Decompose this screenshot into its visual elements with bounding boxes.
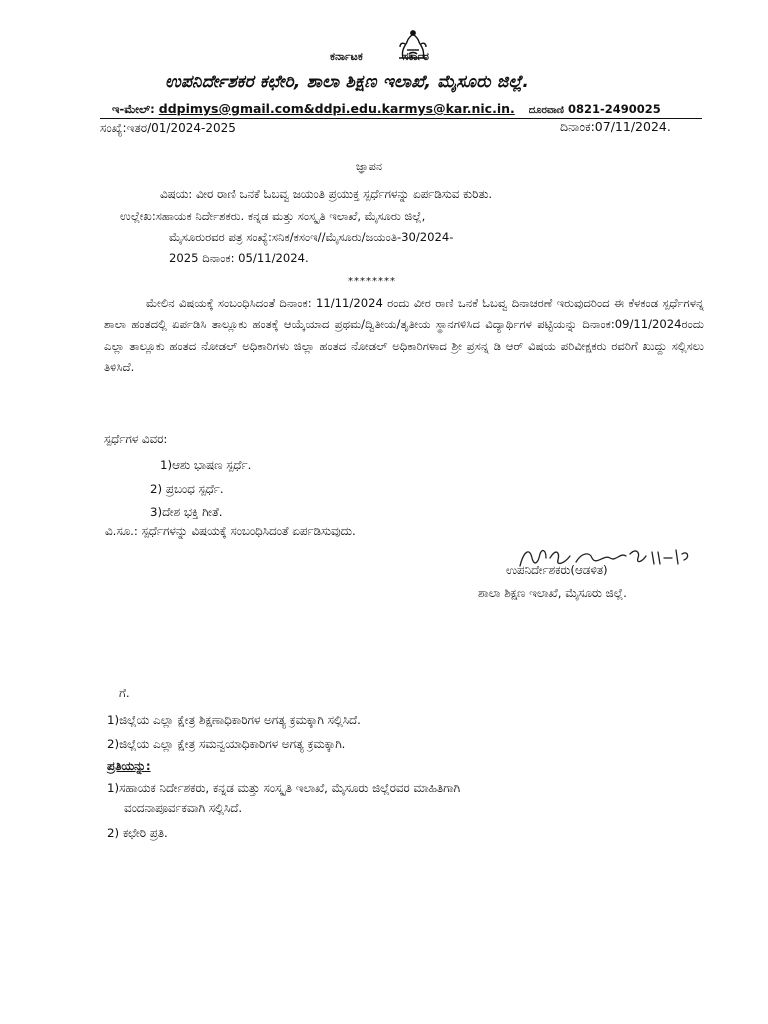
recipient-item: 2)ಜಿಲ್ಲೆಯ ಎಲ್ಲಾ ಕ್ಷೇತ್ರ ಸಮನ್ವಯಾಧಿಕಾರಿಗಳ ಅಗತ್ಯ ಕ್ರಮಕ್ಕಾಗಿ.: [107, 737, 346, 751]
separator: ********: [348, 276, 396, 287]
subject-line: ವಿಷಯ: ವೀರ ರಾಣಿ ಒನಕೆ ಓಬವ್ವ ಜಯಂತಿ ಪ್ರಯುಕ್ತ ಸ್ಪರ್ಧೆಗಳನ್ನು ಏರ್ಪಡಿಸುವ ಕುರಿತು.: [160, 187, 493, 201]
competitions-heading: ಸ್ಪರ್ಧೆಗಳ ವಿವರ:: [104, 432, 168, 446]
body-paragraph: ಮೇಲಿನ ವಿಷಯಕ್ಕೆ ಸಂಬಂಧಿಸಿದಂತೆ ದಿನಾಂಕ: 11/11/2024 ರಂದು ವೀರ ರಾಣಿ ಒನಕೆ ಓಬವ್ವ ದಿನಾಚರಣೆ ಇರುವುದರಿಂದ ಈ ಕೆಳಕಂಡ ಸ್ಪರ್ಧೆಗಳನ್ನ ಶಾಲಾ ಹಂತದಲ್ಲಿ ಏರ್ಪಡಿಸಿ ತಾಲ್ಲೂಕು ಹಂತಕ್ಕೆ ಆಯ್ಕೆಯಾದ ಪ್ರಥಮ/ದ್ವಿತೀಯ/ತೃತೀಯ ಸ್ಥಾನಗಳಿಸಿದ ವಿದ್ಯಾರ್ಥಿಗಳ ಪಟ್ಟಿಯನ್ನು ದಿನಾಂಕ:09/11/2024ರಂದು ಎಲ್ಲಾ ತಾಲ್ಲೂಕು ಹಂತದ ನೋಡಲ್ ಅಧಿಕಾರಿಗಳು ಜಿಲ್ಲಾ ಹಂತದ ನೋಡಲ್ ಅಧಿಕಾರಿಗಳಾದ ಶ್ರೀ ಪ್ರಸನ್ನ ಡಿ ಆರ್ ವಿಷಯ ಪರಿವೀಕ್ಷಕರು ರವರಿಗೆ ಖುದ್ದು ಸಲ್ಲಿಸಲು ತಿಳಿಸಿದೆ.: [104, 296, 704, 374]
office-name: ಉಪನಿರ್ದೇಶಕರ ಕಛೇರಿ, ಶಾಲಾ ಶಿಕ್ಷಣ ಇಲಾಖೆ, ಮೈಸೂರು ಜಿಲ್ಲೆ.: [165, 72, 530, 92]
document-title: ಜ್ಞಾಪನ: [356, 160, 382, 173]
copy-to-heading: ಪ್ರತಿಯನ್ನು:: [107, 759, 151, 773]
reference-line: ಮೈಸೂರುರವರ ಪತ್ರ ಸಂಖ್ಯೆ:ಸನಿಕ/ಕಸಂಇ//ಮೈಸೂರು/ಜಯಂತಿ-30/2024-: [169, 230, 454, 244]
reference-line: 2025 ದಿನಾಂಕ: 05/11/2024.: [169, 251, 309, 265]
to-label: ಗೆ.: [119, 686, 130, 700]
signatory-department: ಶಾಲಾ ಶಿಕ್ಷಣ ಇಲಾಖೆ, ಮೈಸೂರು ಜಿಲ್ಲೆ.: [478, 586, 627, 600]
competition-item: 2) ಪ್ರಬಂಧ ಸ್ಪರ್ಧೆ.: [150, 482, 224, 496]
reference-number: ಸಂಖ್ಯೆ:ಇತರ/01/2024-2025: [100, 121, 236, 135]
copy-to-item: 2) ಕಛೇರಿ ಪ್ರತಿ.: [107, 826, 168, 840]
phone-number: 0821-2490025: [567, 102, 661, 116]
note-line: ವಿ.ಸೂ.: ಸ್ಪರ್ಧೆಗಳನ್ನು ವಿಷಯಕ್ಕೆ ಸಂಬಂಧಿಸಿದಂತೆ ಏರ್ಪಡಿಸುವುದು.: [105, 524, 356, 538]
signatory-designation: ಉಪನಿರ್ದೇಶಕರು(ಆಡಳಿತ): [506, 563, 608, 577]
reference-line: ಉಲ್ಲೇಖ:ಸಹಾಯಕ ನಿರ್ದೇಶಕರು. ಕನ್ನಡ ಮತ್ತು ಸಂಸ್ಕೃತಿ ಇಲಾಖೆ, ಮೈಸೂರು ಜಿಲ್ಲೆ,: [120, 209, 426, 223]
reference-block: [120, 206, 705, 269]
document-date: ದಿನಾಂಕ:07/11/2024.: [560, 119, 671, 134]
contact-line: [112, 101, 661, 117]
email-link[interactable]: ddpimys@gmail.com&ddpi.edu.karmys@kar.nic.in.: [158, 101, 515, 116]
competition-item: 3)ದೇಶ ಭಕ್ತಿ ಗೀತೆ.: [150, 505, 223, 519]
competition-item: 1)ಆಶು ಭಾಷಣ ಸ್ಪರ್ಧೆ.: [160, 458, 252, 472]
state-name-left: ಕರ್ನಾಟಕ: [330, 50, 363, 63]
copy-to-item: 1)ಸಹಾಯಕ ನಿರ್ದೇಶಕರು, ಕನ್ನಡ ಮತ್ತು ಸಂಸ್ಕೃತಿ ಇಲಾಖೆ, ಮೈಸೂರು ಜಿಲ್ಲೆರವರ ಮಾಹಿತಿಗಾಗಿ: [107, 781, 461, 795]
phone-label: ದೂರವಾಣಿ: [528, 105, 564, 116]
state-name: [330, 50, 429, 64]
copy-to-item-continued: ವಂದನಾಪೂರ್ವಕವಾಗಿ ಸಲ್ಲಿಸಿದೆ.: [124, 801, 243, 815]
recipient-item: 1)ಜಿಲ್ಲೆಯ ಎಲ್ಲಾ ಕ್ಷೇತ್ರ ಶಿಕ್ಷಣಾಧಿಕಾರಿಗಳ ಅಗತ್ಯ ಕ್ರಮಕ್ಕಾಗಿ ಸಲ್ಲಿಸಿದೆ.: [107, 713, 361, 727]
state-name-right: ಸರ್ಕಾರ: [402, 50, 429, 63]
email-label: ಇ-ಮೇಲ್:: [112, 102, 155, 116]
